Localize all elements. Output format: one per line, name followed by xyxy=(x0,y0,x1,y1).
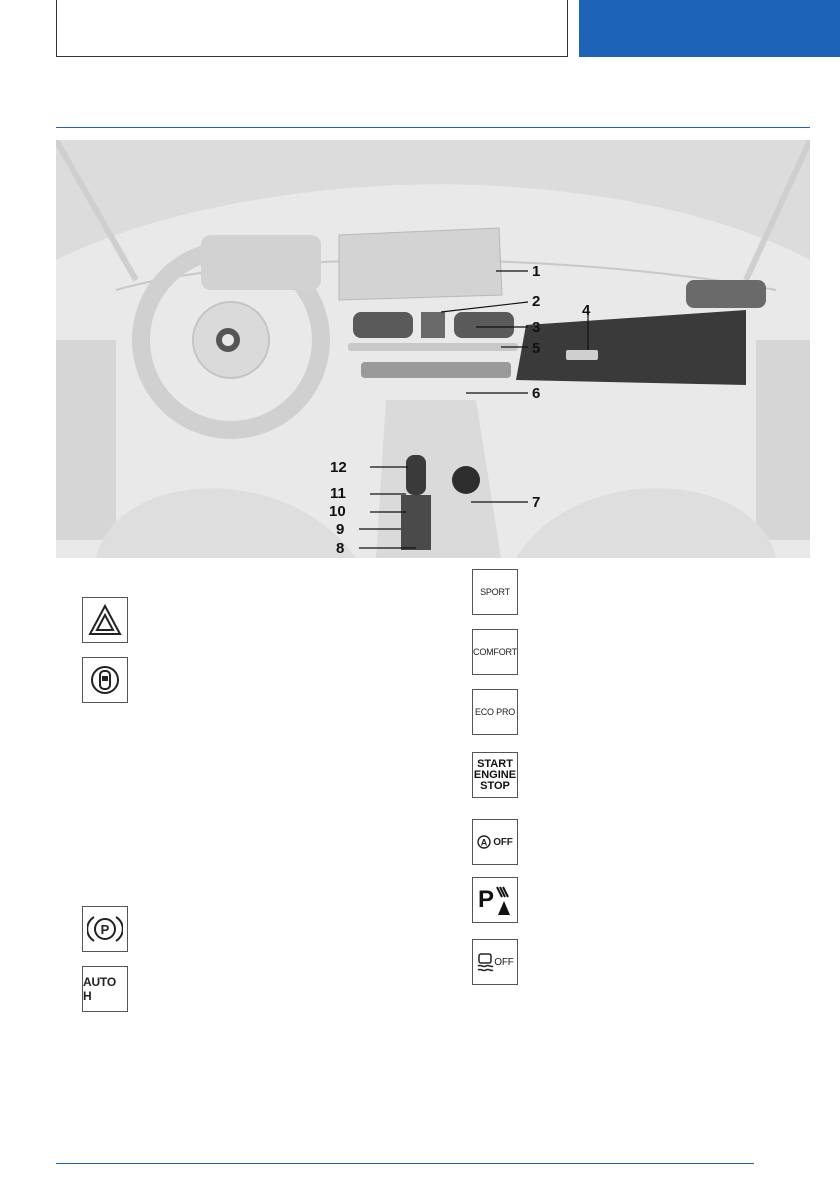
callout-7: 7 xyxy=(532,494,541,511)
callout-12: 12 xyxy=(330,459,347,476)
callout-10: 10 xyxy=(329,503,346,520)
cockpit-illustration xyxy=(56,140,810,558)
bottom-rule xyxy=(56,1163,754,1164)
callout-1: 1 xyxy=(532,263,541,280)
central-locking-icon xyxy=(82,657,128,703)
park-distance-control-icon xyxy=(472,877,518,923)
callout-6: 6 xyxy=(532,385,541,402)
cockpit-drawing xyxy=(56,140,810,558)
auto-start-stop-off-label: OFF xyxy=(493,836,513,848)
pdc-label: P xyxy=(477,886,494,913)
callout-5: 5 xyxy=(532,340,541,357)
svg-text:A: A xyxy=(481,837,488,848)
sport-mode-icon xyxy=(472,569,518,615)
stop-label: STOP xyxy=(480,779,510,792)
hazard-warning-icon xyxy=(82,597,128,643)
callout-8: 8 xyxy=(336,540,345,557)
parking-brake-icon xyxy=(82,906,128,952)
comfort-mode-icon xyxy=(472,629,518,675)
callout-2: 2 xyxy=(532,293,541,310)
eco-pro-mode-icon xyxy=(472,689,518,735)
sport-label: SPORT xyxy=(480,587,510,597)
top-rule xyxy=(56,127,810,128)
header-box xyxy=(56,0,568,57)
dsc-off-icon xyxy=(472,939,518,985)
eco-pro-label: ECO PRO xyxy=(474,707,516,717)
dsc-off-label: OFF xyxy=(494,956,514,968)
callout-3: 3 xyxy=(532,319,541,336)
start-label: START xyxy=(477,757,513,770)
engine-label: ENGINE xyxy=(473,768,517,781)
auto-hold-icon xyxy=(82,966,128,1012)
callout-11: 11 xyxy=(330,485,346,502)
auto-start-stop-off-icon xyxy=(472,819,518,865)
header-tab xyxy=(579,0,840,57)
callout-4: 4 xyxy=(582,302,591,319)
comfort-label: COMFORT xyxy=(473,647,517,657)
auto-hold-label: AUTO H xyxy=(83,975,116,1003)
svg-text:P: P xyxy=(100,922,110,937)
start-stop-icon xyxy=(472,752,518,798)
callout-9: 9 xyxy=(336,521,345,538)
